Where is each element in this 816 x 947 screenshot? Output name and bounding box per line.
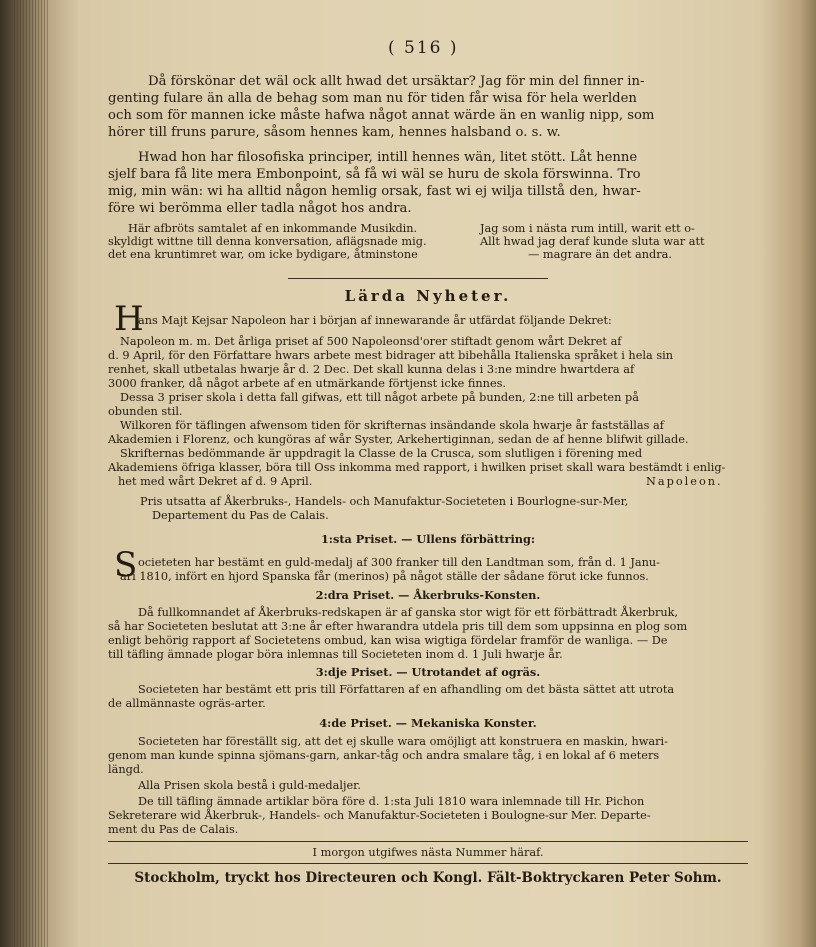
drop-cap: S — [114, 545, 138, 585]
prize-heading: 1:sta Priset. — Ullens förbättring: — [320, 532, 536, 546]
prize-heading: 3:dje Priset. — Utrotandet af ogräs. — [315, 665, 541, 679]
paragraph-line: mig, min wän: wi ha alltid någon hemlig orsak, fast wi ej wilja tillstå den, hwar- — [108, 184, 641, 199]
newspaper-page — [108, 38, 748, 918]
paragraph-line: före wi berömma eller tadla något hos andra. — [108, 201, 412, 216]
prize-heading: 4:de Priset. — Mekaniska Konster. — [319, 716, 537, 730]
prize-text: Societeten har föreställt sig, att det ej skulle wara omöjligt att konstruera en maskin, hwari- — [138, 735, 668, 748]
prize-text: genom man kunde spinna sjömans-garn, ankar-tåg och andra smalare tåg, i en lokal af 6 meters — [108, 749, 660, 762]
drop-cap: H — [114, 299, 144, 339]
small-text-right: Allt hwad jag deraf kunde sluta war att — [480, 235, 705, 248]
decree-line: Wilkoren för täflingen afwensom tiden för skrifternas insändande skola hwarje år fastställas af — [120, 419, 664, 432]
decree-line: Dessa 3 priser skola i detta fall gifwas, ett till något arbete på bunden, 2:ne till arbeten på — [120, 391, 639, 404]
prize-text: så har Societeten beslutat att 3:ne år efter hwarandra utdela pris till dem som uppsinna en plog som — [108, 620, 688, 633]
section-divider — [288, 278, 548, 279]
prize-heading: 2:dra Priset. — Åkerbruks-Konsten. — [315, 588, 541, 602]
small-text-right: Jag som i nästa rum intill, warit ett o- — [480, 222, 695, 235]
decree-signature: Napoleon. — [646, 475, 723, 488]
prize-text: Alla Prisen skola bestå i guld-medaljer. — [138, 779, 361, 792]
decree-line: het med wårt Dekret af d. 9 April. — [118, 475, 313, 488]
decree-line: Skrifternas bedömmande är uppdragit la Classe de la Crusca, som slutligen i förening med — [120, 447, 643, 460]
next-issue-notice: I morgon utgifwes nästa Nummer häraf. — [312, 846, 544, 859]
prize-text: enligt behörig rapport af Societetens ombud, kan wisa wigtiga fördelar framför de wanliga. — De — [108, 634, 668, 647]
small-text-left: det ena kruntimret war, om icke bydigare, åtminstone — [108, 248, 418, 261]
decree-line: 3000 franker, då något arbete af en utmärkande förtjenst icke finnes. — [108, 377, 507, 390]
small-text-left: Här afbröts samtalet af en inkommande Musikdin. — [128, 222, 418, 235]
decree-line: d. 9 April, för den Författare hwars arbete mest bidrager att bibehålla Italienska språket i hela sin — [108, 349, 673, 362]
intro-line: och som för mannen icke måste hafwa något annat wärde än en wanlig nipp, som — [108, 108, 655, 123]
decree-line: renhet, skall utbetalas hwarje år d. 2 Dec. Det skall kunna delas i 3:ne mindre hwartdera af — [108, 363, 635, 376]
decree-intro: ans Majt Kejsar Napoleon har i början af innewarande år utfärdat följande Dekret: — [138, 314, 612, 327]
page-number: ( 516 ) — [388, 38, 459, 58]
intro-line: Då förskönar det wäl ock allt hwad det ursäktar? Jag för min del finner in- — [148, 74, 645, 89]
decree-line: Napoleon m. m. Det årliga priset af 500 Napoleonsd'orer stiftadt genom wårt Dekret af — [120, 335, 622, 348]
intro-line: genting fulare än alla de behag som man nu för tiden får wisa för hela werlden — [108, 91, 637, 106]
decree-line: obunden stil. — [108, 405, 183, 418]
paragraph-line: Hwad hon har filosofiska principer, intill hennes wän, litet stött. Låt henne — [138, 150, 638, 165]
footer-rule — [108, 841, 748, 842]
prize-text: ocieteten har bestämt en guld-medalj af 300 franker till den Landtman som, från d. 1 Janu- — [138, 556, 660, 569]
prize-text: Societeten har bestämt ett pris till Författaren af en afhandling om det bästa sättet att utrota — [138, 683, 675, 696]
prize-text: längd. — [108, 763, 144, 776]
footer-rule — [108, 863, 748, 864]
prize-text: till täfling ämnade plogar böra inlemnas till Societeten inom d. 1 Juli hwarje år. — [108, 648, 563, 661]
news-heading: Lärda Nyheter. — [344, 287, 512, 305]
prize-text: Sekreterare wid Åkerbruk-, Handels- och Manufaktur-Societeten i Boulogne-sur Mer. Departe- — [108, 809, 651, 822]
small-text-right: — magrare än det andra. — [528, 248, 672, 261]
prize-text: ari 1810, infört en hjord Spanska får (merinos) på något ställe der sådane förut icke funnos. — [120, 570, 649, 583]
book-gutter-edge — [14, 0, 50, 947]
prize-text: De till täfling ämnade artiklar böra före d. 1:sta Juli 1810 wara inlemnade till Hr. Pichon — [138, 795, 645, 808]
decree-line: Akademiens öfriga klasser, böra till Oss inkomma med rapport, i hwilken priset skall wara bestämdt i enlig- — [108, 461, 726, 474]
decree-line: Akademien i Florenz, och kungöras af wår Syster, Arkehertiginnan, sedan de af henne blifwit gillade. — [108, 433, 689, 446]
prize-announcement: Pris utsatta af Åkerbruks-, Handels- och Manufaktur-Societeten i Bourlogne-sur-Mer, — [140, 495, 629, 508]
paragraph-line: sjelf bara få lite mera Embonpoint, så få wi wäl se huru de skola förswinna. Tro — [108, 167, 641, 182]
small-text-left: skyldigt wittne till denna konversation, aflägsnade mig. — [108, 235, 427, 248]
intro-line: hörer till fruns parure, såsom hennes kam, hennes halsband o. s. w. — [108, 125, 561, 140]
prize-announcement: Departement du Pas de Calais. — [152, 509, 329, 522]
imprint: Stockholm, tryckt hos Directeuren och Kongl. Fält-Boktryckaren Peter Sohm. — [134, 870, 722, 886]
prize-text: de allmännaste ogräs-arter. — [108, 697, 266, 710]
prize-text: Då fullkomnandet af Åkerbruks-redskapen är af ganska stor wigt för ett förbättradt Åkerbruk, — [138, 606, 679, 619]
prize-text: ment du Pas de Calais. — [108, 823, 239, 836]
